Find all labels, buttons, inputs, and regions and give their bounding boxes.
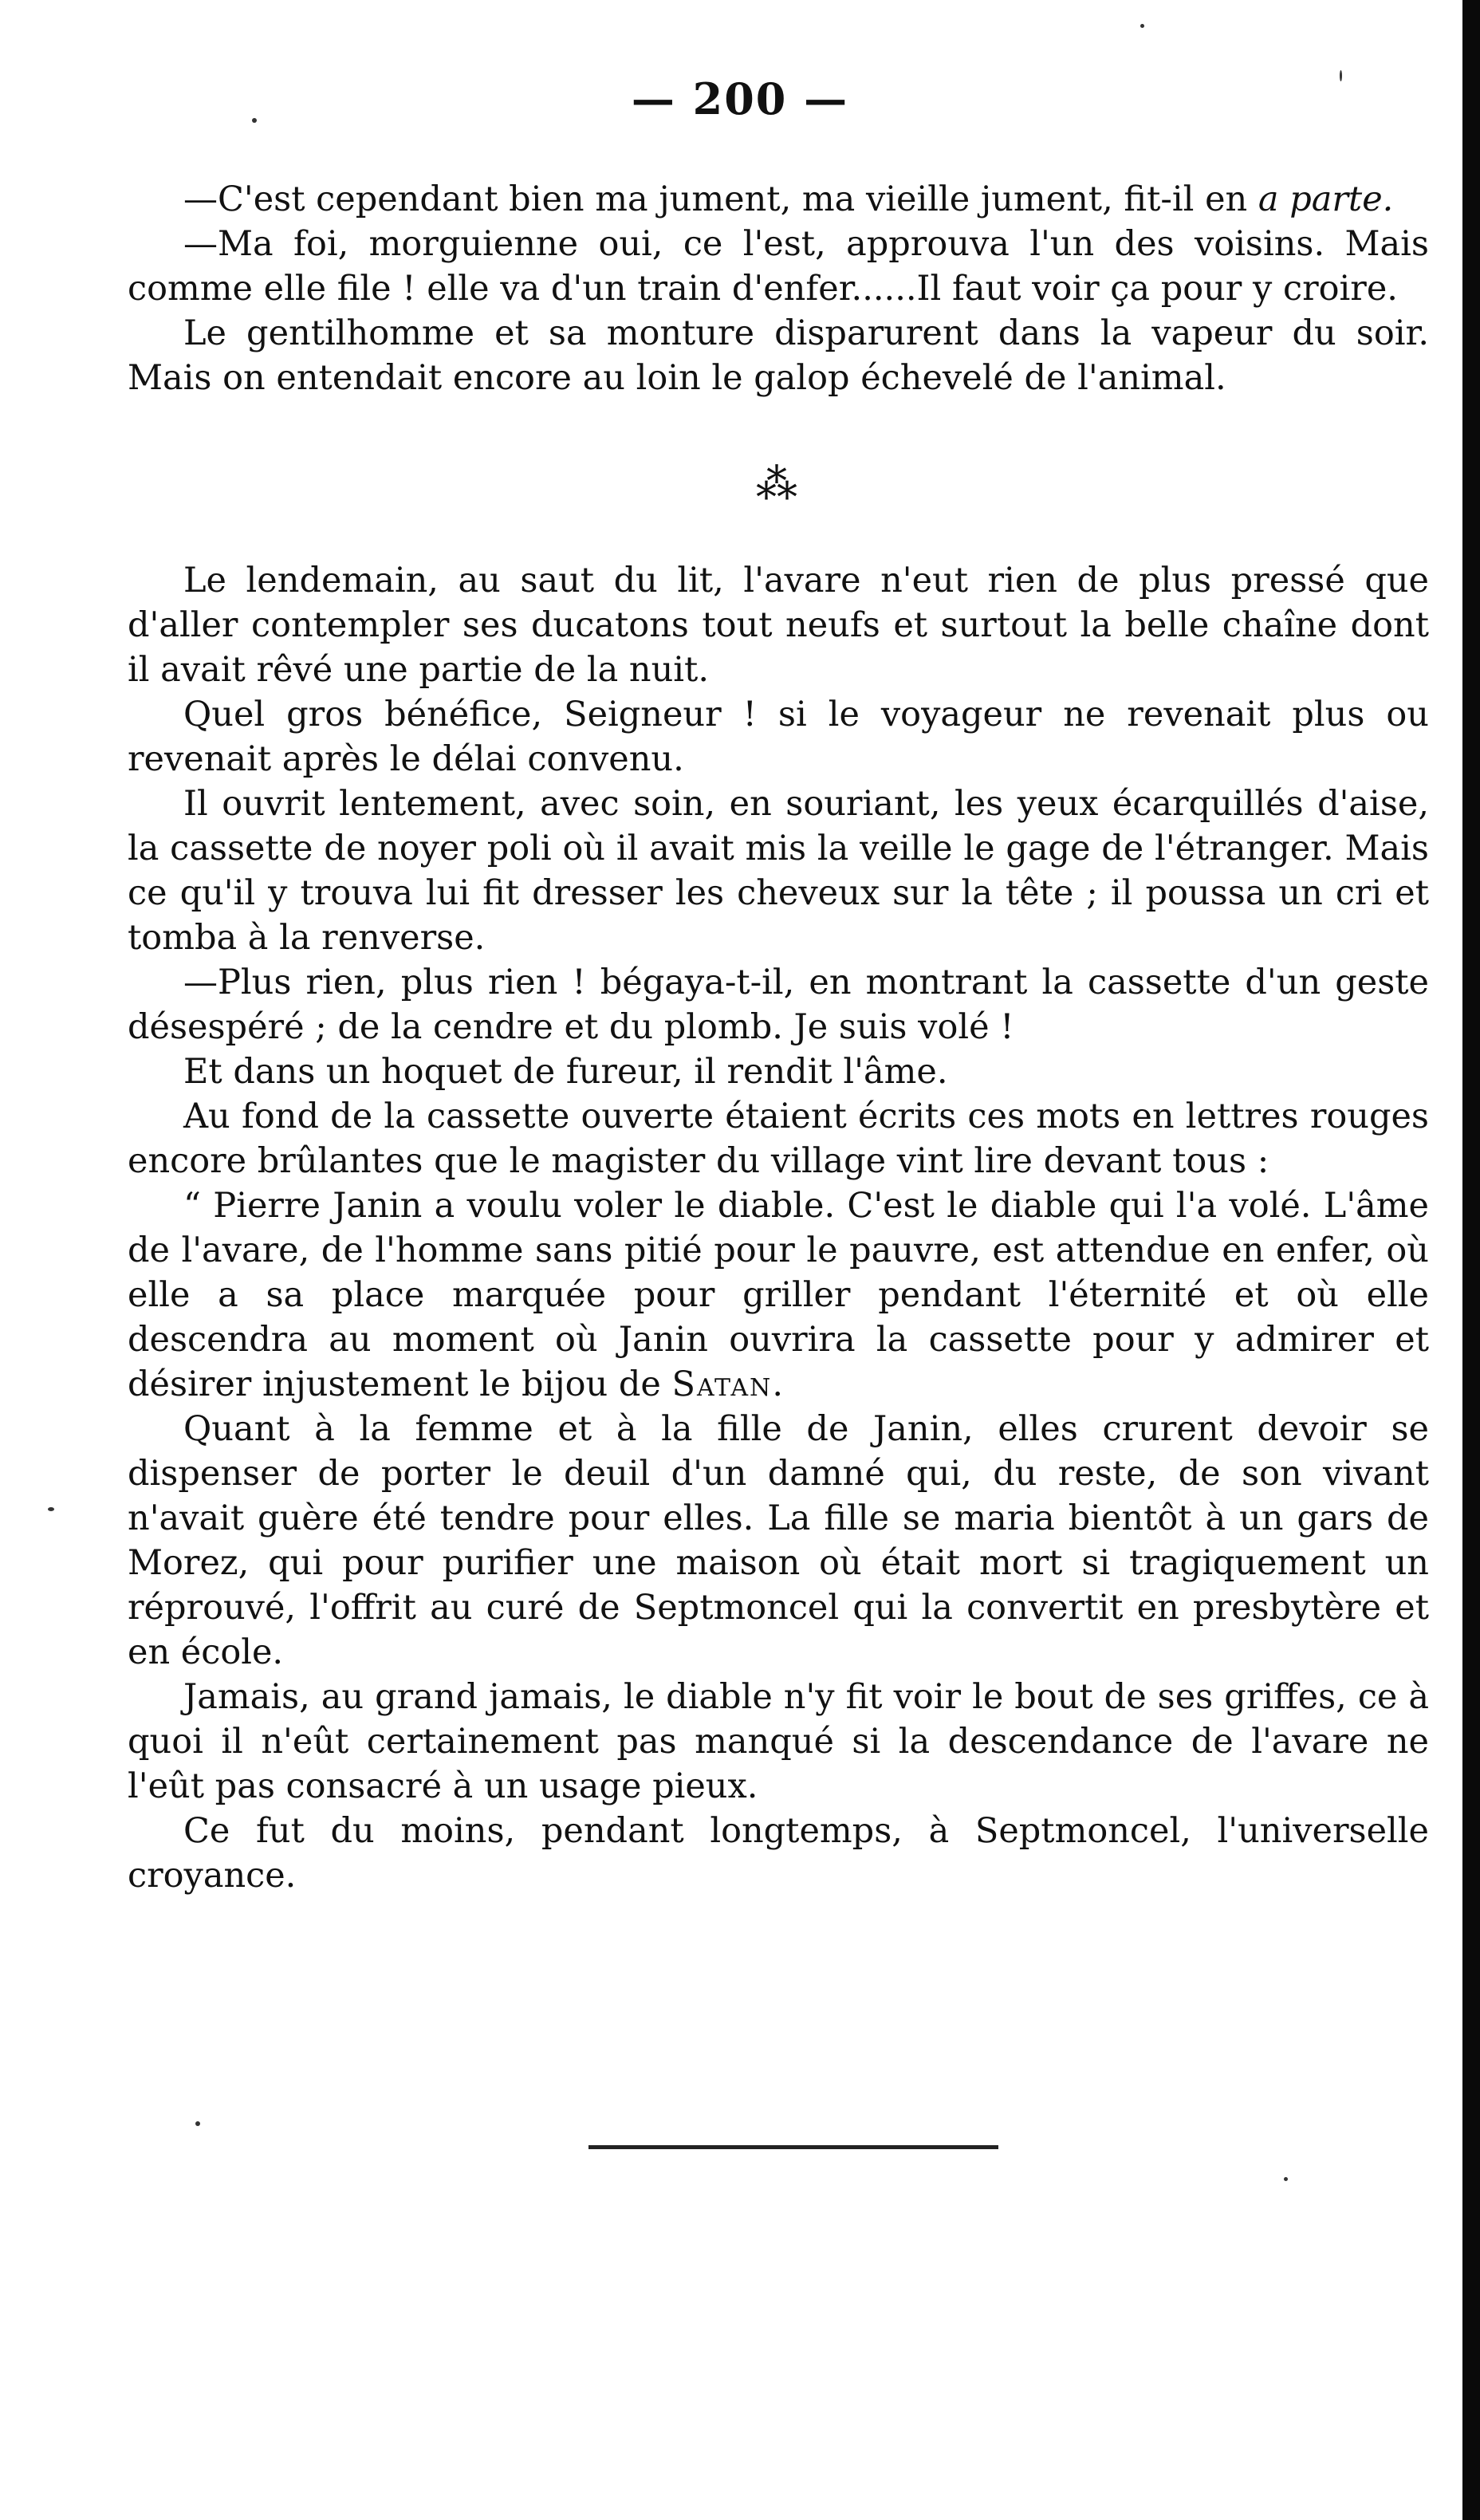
paragraph-7: —Plus rien, plus rien ! bégaya-t-il, en montrant la cassette d'un geste désespéré ; de la cendre et du plomb. Je suis volé ! <box>128 963 1429 1047</box>
paragraph-1 <box>128 177 1429 222</box>
scan-speck <box>195 2121 200 2126</box>
end-rule-divider <box>588 2145 998 2149</box>
paragraph-6: Il ouvrit lentement, avec soin, en souriant, les yeux écarquillés d'aise, la cassette de noyer poli où il avait mis la veille le gage de l'étranger. Mais ce qu'il y trouva lui fit dresser les cheveux sur la tête ; il poussa un cri et tomba à la renverse. <box>128 784 1429 958</box>
scan-speck <box>1284 2177 1288 2181</box>
page-number: — 200 — <box>631 73 849 124</box>
paragraph-3: Le gentilhomme et sa monture disparurent dans la vapeur du soir. Mais on entendait encore au loin le galop échevelé de l'animal. <box>128 313 1429 398</box>
scan-speck <box>48 1507 54 1511</box>
paragraph-2: —Ma foi, morguienne oui, ce l'est, approuva l'un des voisins. Mais comme elle file ! elle va d'un train d'enfer......Il faut voir ça pour y croire. <box>128 224 1429 309</box>
satan-smallcaps: Satan <box>671 1364 773 1404</box>
paragraph-8: Et dans un hoquet de fureur, il rendit l'âme. <box>183 1052 948 1092</box>
paragraph-12: Jamais, au grand jamais, le diable n'y fit voir le bout de ses griffes, ce à quoi il n'eût certainement pas manqué si la descendance de l'avare ne l'eût pas consacré à un usage pieux. <box>128 1677 1429 1806</box>
paragraph-9: Au fond de la cassette ouverte étaient écrits ces mots en lettres rouges encore brûlantes que le magister du village vint lire devant tous : <box>128 1097 1429 1181</box>
paragraph-4: Le lendemain, au saut du lit, l'avare n'eut rien de plus pressé que d'aller contempler ses ducatons tout neufs et surtout la belle chaîne dont il avait rêvé une partie de la nuit. <box>128 561 1429 690</box>
paragraph-text: —C'est cependant bien ma jument, ma vieille jument, fit-il en <box>183 179 1248 219</box>
paragraph-13: Ce fut du moins, pendant longtemps, à Septmoncel, l'universelle croyance. <box>128 1811 1429 1896</box>
paragraph-10-inscription <box>128 1183 1429 1407</box>
scan-speck <box>1140 24 1144 28</box>
inscription-text: “ Pierre Janin a voulu voler le diable. C'est le diable qui l'a volé. L'âme de l'avare, de l'homme sans pitié pour le pauvre, est attendue en enfer, où elle a sa place marquée pour griller pendant l'éternité et où elle descendra au moment où Janin ouvrira la cassette pour y admirer et désirer injustement le bijou de <box>128 1186 1429 1404</box>
aside-text: a parte. <box>1258 179 1394 219</box>
paragraph-5: Quel gros bénéfice, Seigneur ! si le voyageur ne revenait plus ou revenait après le délai convenu. <box>128 695 1429 779</box>
paragraph-11: Quant à la femme et à la fille de Janin, elles crurent devoir se dispenser de porter le deuil d'un damné qui, du reste, de son vivant n'avait guère été tendre pour elles. La fille se maria bientôt à un gars de Morez, qui pour purifier une maison où était mort si tragiquement un réprouvé, l'offrit au curé de Septmoncel qui la convertit en presbytère et en école. <box>128 1409 1429 1672</box>
page-body <box>128 177 1429 1898</box>
section-break-asterism: ⁂ <box>756 461 801 509</box>
page-edge-shadow <box>1462 0 1480 2520</box>
inscription-end: . <box>772 1364 783 1404</box>
